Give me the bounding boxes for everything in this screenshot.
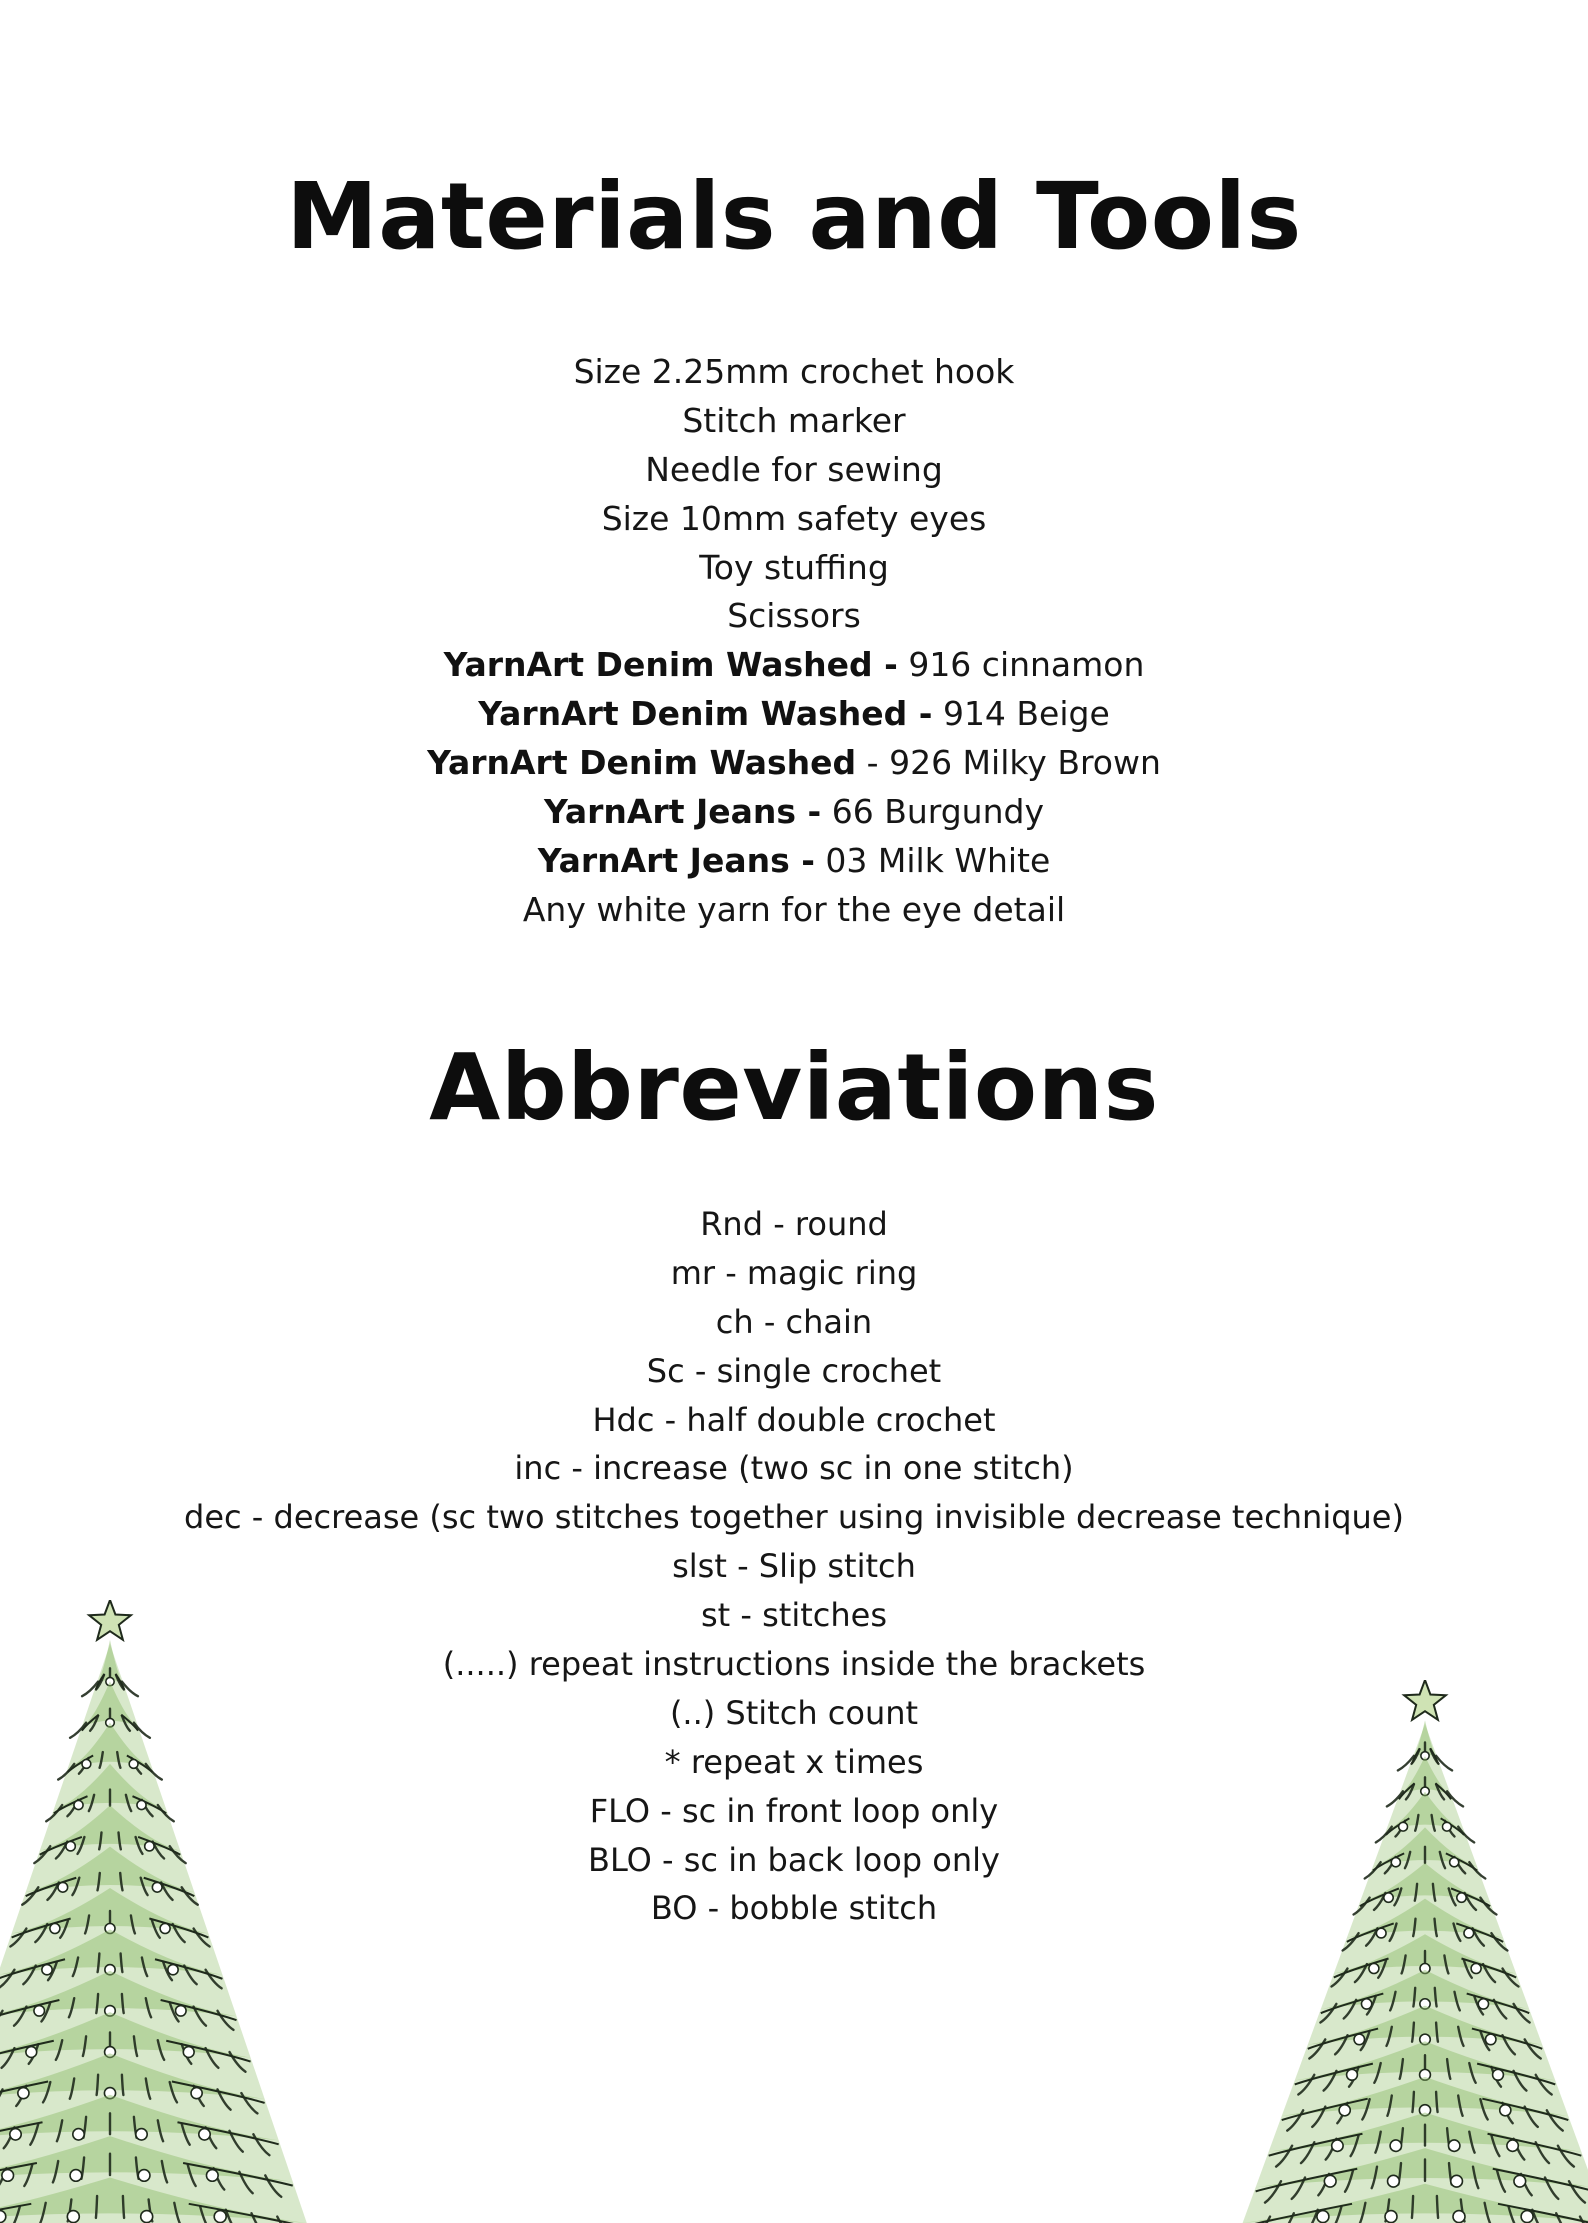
item-text: Any white yarn for the eye detail xyxy=(522,889,1066,929)
star-icon xyxy=(1404,1680,1446,1720)
item-text: Size 2.25mm crochet hook xyxy=(573,352,1015,391)
abbreviation-item: (.....) repeat instructions inside the brackets xyxy=(442,1645,1146,1684)
yarn-brand: YarnArt Denim Washed - xyxy=(478,694,933,734)
yarn-item xyxy=(0,739,1588,788)
yarn-item xyxy=(0,690,1588,739)
yarn-brand: YarnArt Denim Washed - xyxy=(443,645,898,685)
abbreviation-item: slst - Slip stitch xyxy=(672,1547,916,1586)
materials-item xyxy=(0,886,1588,935)
yarn-brand: YarnArt Denim Washed xyxy=(427,743,857,783)
materials-item xyxy=(0,495,1588,544)
abbreviation-item: inc - increase (two sc in one stitch) xyxy=(514,1449,1074,1488)
abbreviation-item: (..) Stitch count xyxy=(669,1693,919,1732)
item-text: Size 10mm safety eyes xyxy=(601,498,987,538)
abbreviation-item: * repeat x times xyxy=(664,1742,924,1781)
yarn-brand: YarnArt Jeans - xyxy=(543,792,822,832)
star-icon xyxy=(89,1600,131,1640)
yarn-color: - 926 Milky Brown xyxy=(856,743,1161,783)
abbreviation-item: Hdc - half double crochet xyxy=(592,1400,996,1439)
abbreviation-item: ch - chain xyxy=(715,1302,873,1341)
abbreviation-item: mr - magic ring xyxy=(670,1253,918,1292)
yarn-color: 914 Beige xyxy=(932,694,1110,734)
abbreviation-item: dec - decrease (sc two stitches together using invisible decrease technique) xyxy=(184,1498,1404,1537)
yarn-color: 03 Milk White xyxy=(814,840,1051,880)
abbreviation-item: st - stitches xyxy=(701,1596,887,1635)
yarn-brand: YarnArt Jeans - xyxy=(537,840,815,880)
abbreviation-item: Rnd - round xyxy=(700,1205,888,1243)
materials-item xyxy=(0,544,1588,593)
materials-list xyxy=(0,348,1588,935)
item-text: Stitch marker xyxy=(682,400,906,440)
yarn-item xyxy=(0,641,1588,690)
materials-item xyxy=(0,446,1588,495)
item-text: Toy stuffing xyxy=(699,547,889,587)
materials-item xyxy=(0,397,1588,446)
christmas-tree-icon xyxy=(1215,1680,1588,2223)
abbreviation-item: Sc - single crochet xyxy=(646,1351,942,1390)
item-text: Needle for sewing xyxy=(645,449,943,489)
christmas-tree-icon xyxy=(0,1600,400,2223)
abbreviation-item: BO - bobble stitch xyxy=(650,1889,938,1928)
materials-item xyxy=(0,592,1588,641)
abbreviations-heading: Abbreviations xyxy=(429,1034,1159,1141)
materials-heading: Materials and Tools xyxy=(286,163,1302,270)
abbreviation-item: BLO - sc in back loop only xyxy=(588,1840,1000,1879)
yarn-item xyxy=(0,788,1588,837)
materials-item xyxy=(0,348,1588,397)
yarn-color: 66 Burgundy xyxy=(821,792,1044,832)
item-text: Scissors xyxy=(727,596,861,636)
yarn-color: 916 cinnamon xyxy=(897,645,1145,685)
abbreviation-item: FLO - sc in front loop only xyxy=(589,1791,999,1830)
yarn-item xyxy=(0,837,1588,886)
